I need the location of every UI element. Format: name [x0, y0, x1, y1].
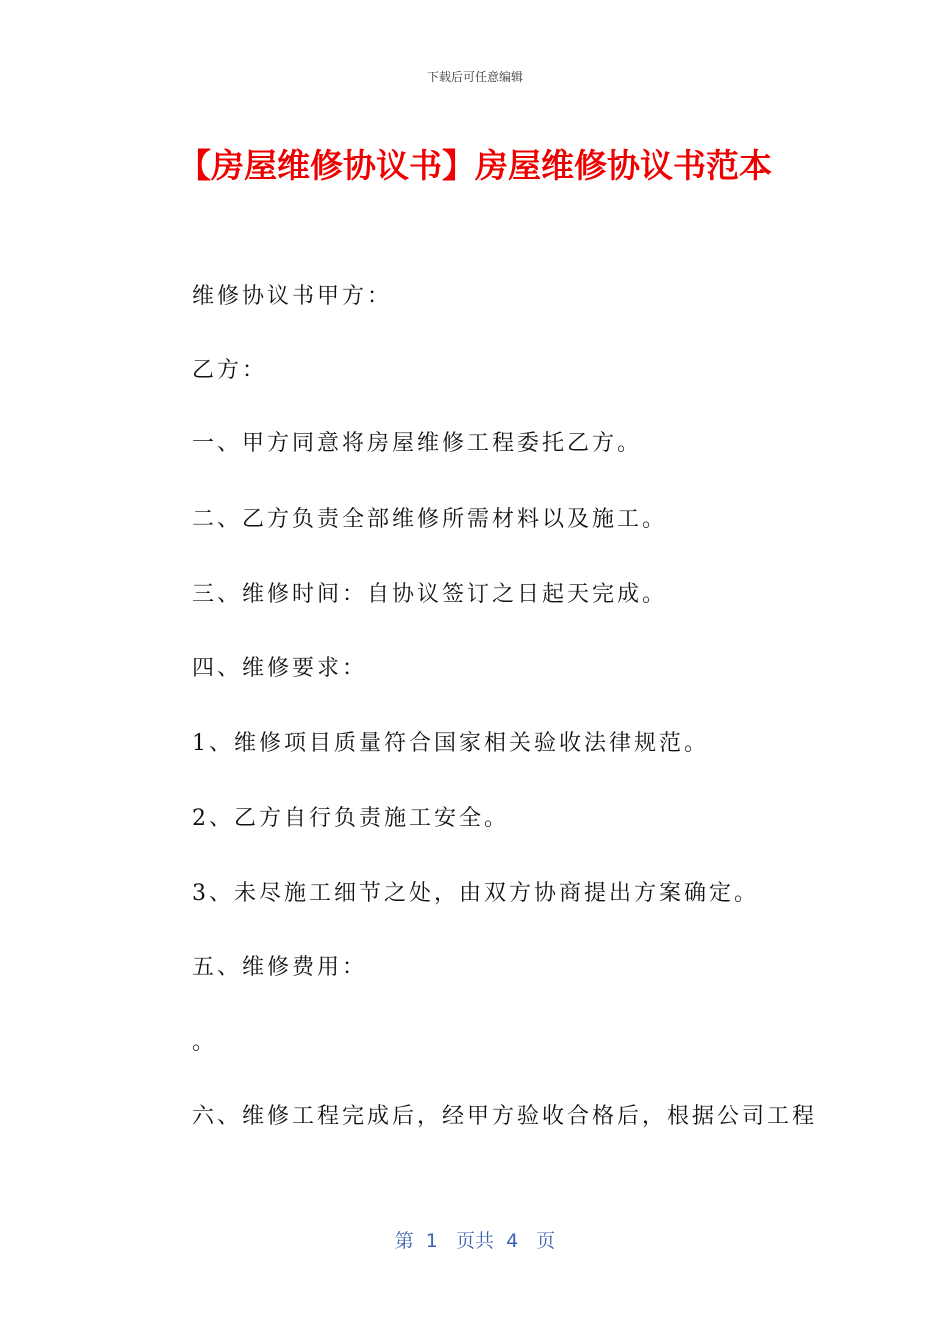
- paragraph-clause-3: 三、维修时间：自协议签订之日起天完成。: [192, 582, 668, 607]
- page-footer-pagination: 第 1 页共 4 页: [394, 1230, 556, 1252]
- paragraph-clause-6: 六、维修工程完成后，经甲方验收合格后，根据公司工程: [192, 1104, 818, 1129]
- document-title: 【房屋维修协议书】房屋维修协议书范本: [178, 146, 772, 185]
- page-header-note: 下载后可任意编辑: [426, 70, 523, 84]
- paragraph-requirement-2: 2、乙方自行负责施工安全。: [192, 806, 509, 831]
- paragraph-party-a: 维修协议书甲方：: [192, 284, 393, 309]
- paragraph-clause-4: 四、维修要求：: [192, 656, 368, 681]
- paragraph-clause-1: 一、甲方同意将房屋维修工程委托乙方。: [192, 431, 643, 456]
- paragraph-party-b: 乙方：: [192, 358, 268, 383]
- paragraph-requirement-1: 1、维修项目质量符合国家相关验收法律规范。: [192, 731, 709, 756]
- paragraph-requirement-3: 3、未尽施工细节之处，由双方协商提出方案确定。: [192, 881, 759, 906]
- paragraph-clause-2: 二、乙方负责全部维修所需材料以及施工。: [192, 507, 668, 532]
- paragraph-clause-5: 五、维修费用：: [192, 955, 368, 980]
- paragraph-fee-blank: 。: [192, 1030, 218, 1055]
